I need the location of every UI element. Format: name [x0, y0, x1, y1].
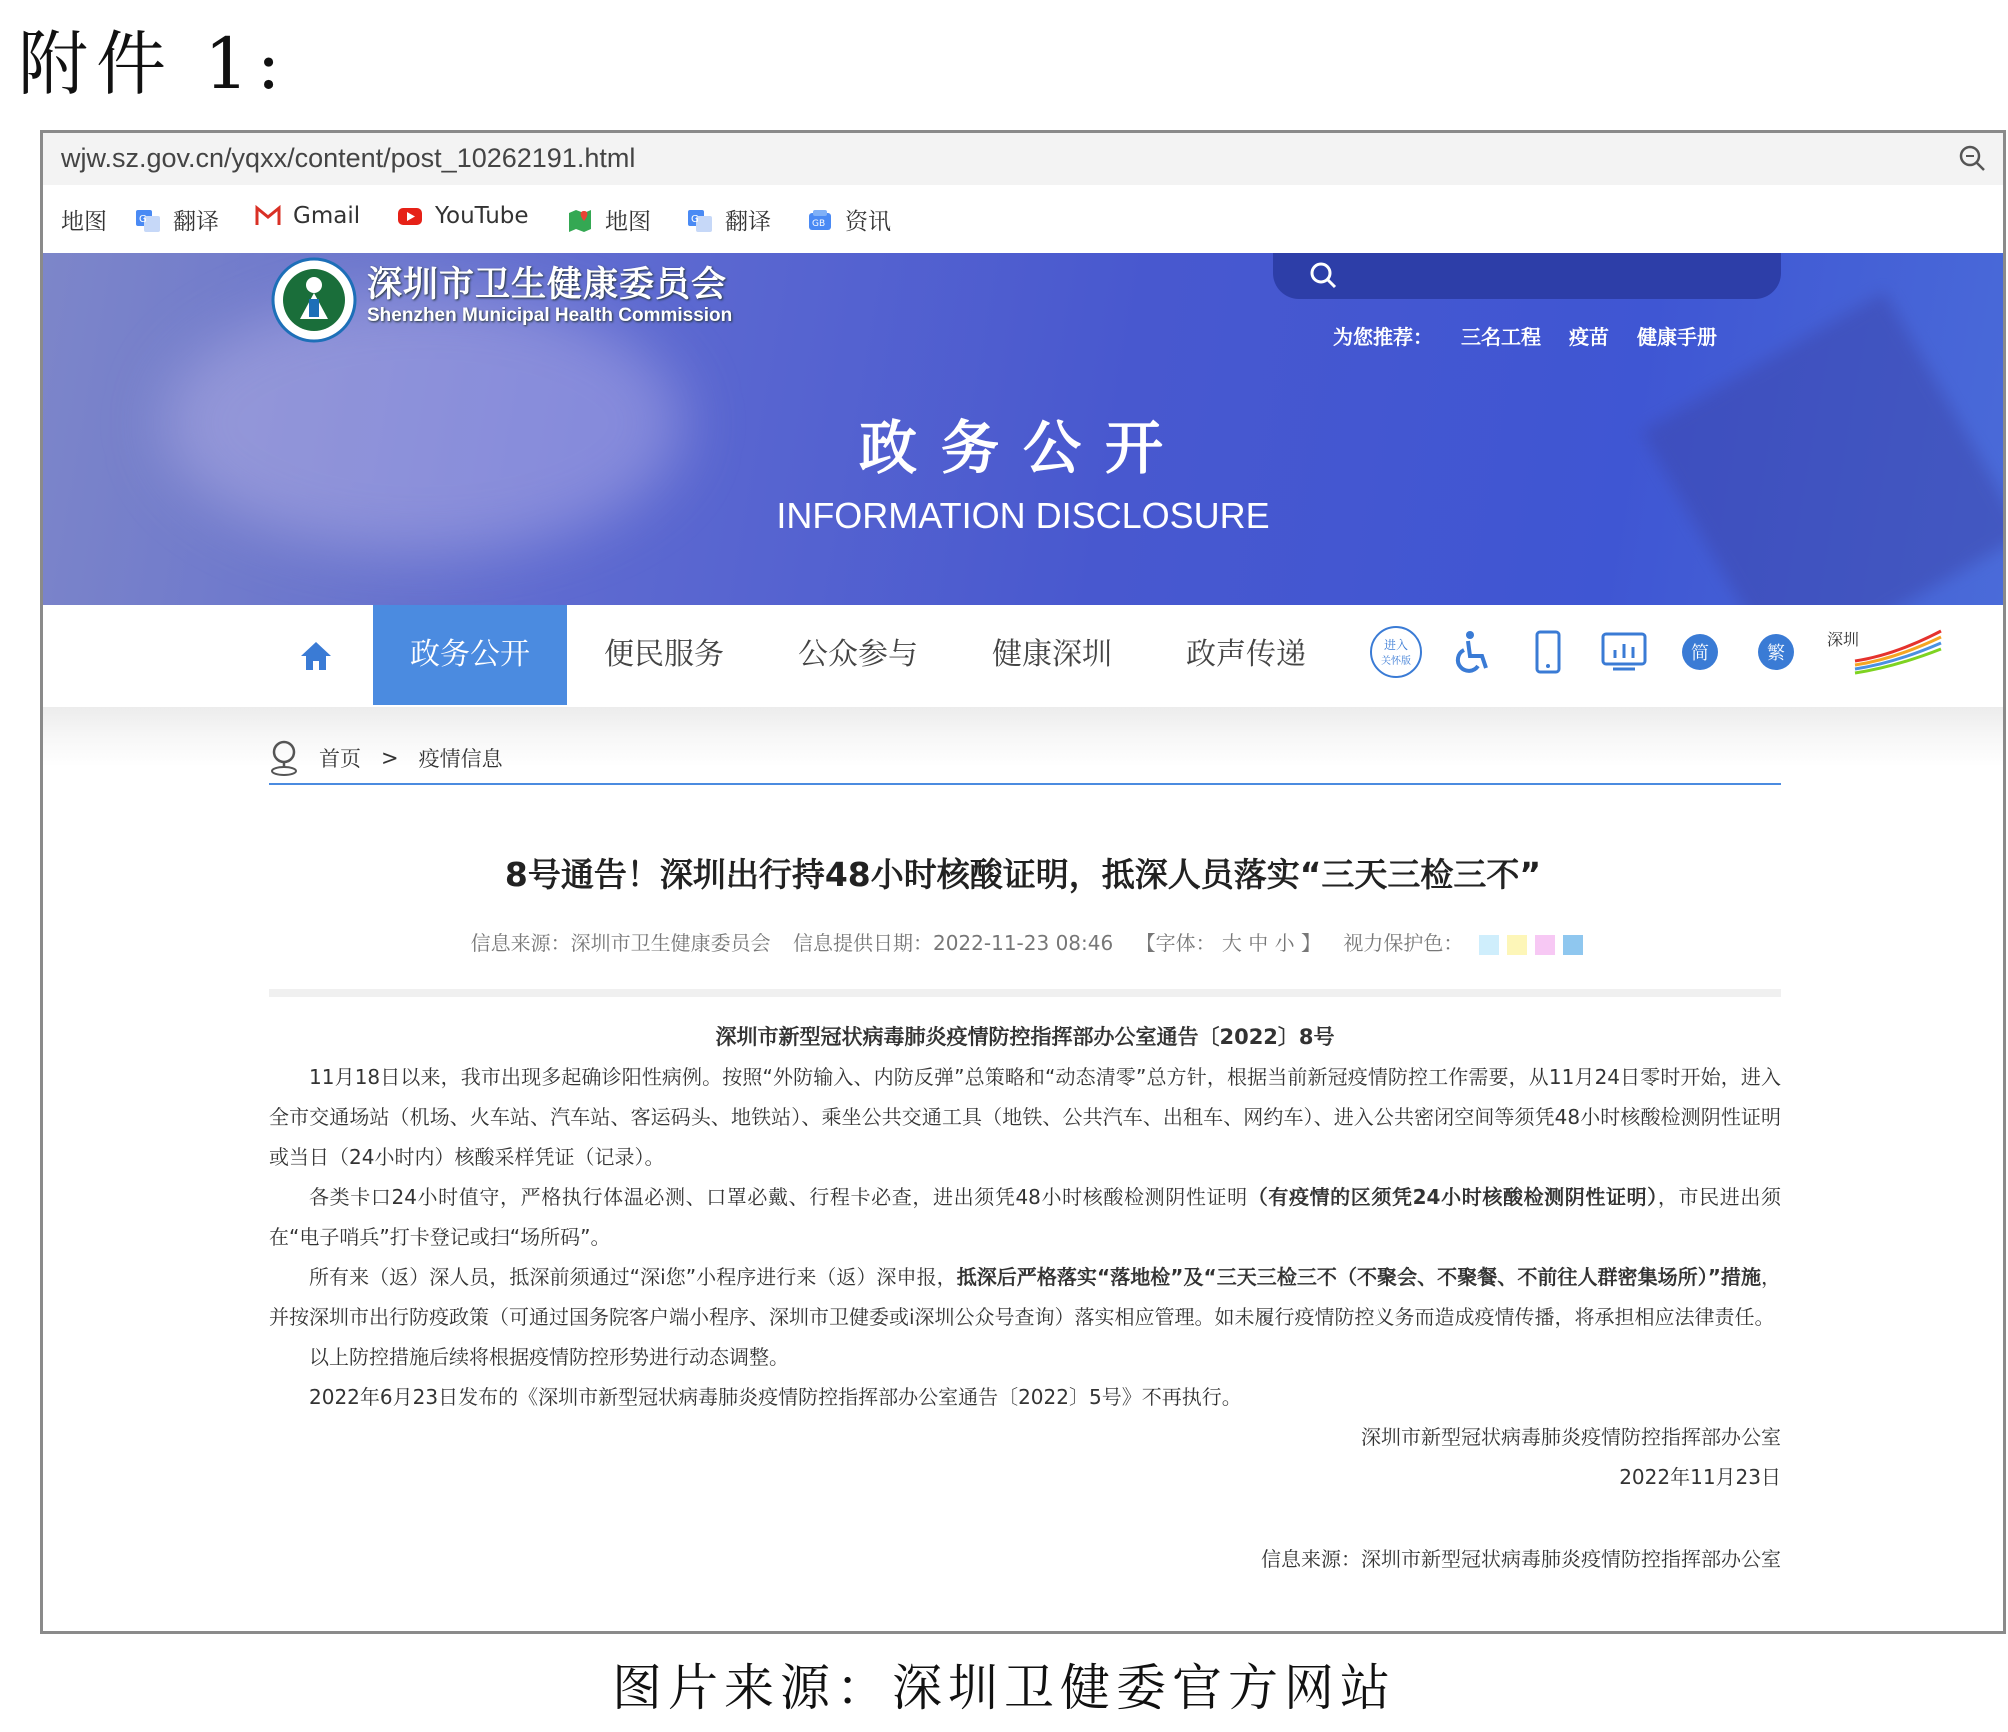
- simplified-icon: [1680, 632, 1720, 672]
- monitor-chart-icon: [1601, 632, 1647, 672]
- bookmark-label: YouTube: [435, 203, 529, 229]
- recommend-bar: [1333, 321, 1717, 350]
- simplified-button[interactable]: [1673, 625, 1727, 679]
- nav-item-gongzhong[interactable]: 公众参与: [798, 637, 918, 672]
- url-text[interactable]: wjw.sz.gov.cn/yqxx/content/post_10262191.html: [61, 143, 636, 173]
- breadcrumb-separator: >: [381, 746, 399, 770]
- bookmark-label: 地图: [605, 209, 651, 235]
- paragraph-2: [269, 1177, 1781, 1257]
- paragraph-2-text: ，市民进出须在“电子哨兵”打卡登记或扫“场所码”。: [269, 1185, 1781, 1249]
- care-mode-button[interactable]: [1369, 625, 1423, 679]
- paragraph-1: 11月18日以来，我市出现多起确诊阳性病例。按照“外防输入、内防反弹”总策略和“动态清零”总方针，根据当前新冠疫情防控工作需要，从11月24日零时开始，进入全市交通场站（机场、火车站、汽车站、客运码头、地铁站）、乘坐公共交通工具（地铁、公共汽车、出租车、网约车）、进入公共密闭空间等须凭48小时核酸检测阴性证明或当日（24小时内）核酸采样凭证（记录）。: [269, 1065, 1781, 1169]
- svg-text:关怀版: 关怀版: [1381, 656, 1411, 667]
- eye-care-swatch-pink[interactable]: [1535, 935, 1555, 955]
- location-icon: [269, 739, 299, 777]
- bookmark-label: 翻译: [725, 209, 771, 235]
- mobile-button[interactable]: [1521, 625, 1575, 679]
- bookmarks-bar: [43, 185, 2003, 254]
- nav-item-jiankang[interactable]: 健康深圳: [992, 637, 1112, 672]
- eye-care-swatch-yellow[interactable]: [1507, 935, 1527, 955]
- accessibility-button[interactable]: [1445, 625, 1499, 679]
- breadcrumb-current[interactable]: 疫情信息: [418, 747, 503, 771]
- paragraph-3: [269, 1257, 1781, 1337]
- recommend-label: 为您推荐：: [1333, 325, 1433, 349]
- main-nav: [43, 605, 2003, 708]
- data-button[interactable]: [1597, 625, 1651, 679]
- paragraph-4: 以上防控措施后续将根据疫情防控形势进行动态调整。: [309, 1345, 789, 1369]
- article-source: 信息来源：深圳市卫生健康委员会: [470, 931, 771, 955]
- breadcrumb-home[interactable]: 首页: [319, 747, 361, 771]
- search-icon[interactable]: [1307, 259, 1341, 293]
- recommend-link[interactable]: 三名工程: [1461, 325, 1541, 349]
- bookmark-label: 地图: [61, 209, 107, 235]
- svg-text:GB: GB: [812, 218, 826, 229]
- eye-care-swatch-darkblue[interactable]: [1563, 935, 1583, 955]
- title-separator: [269, 989, 1781, 997]
- traditional-button[interactable]: [1749, 625, 1803, 679]
- paragraph-2-bold: （有疫情的区须凭24小时核酸检测阴性证明）: [1247, 1185, 1658, 1209]
- mobile-icon: [1534, 630, 1562, 674]
- eye-care-label: 视力保护色：: [1343, 931, 1464, 955]
- nav-item-zhengwu[interactable]: 政务公开: [373, 605, 567, 705]
- eye-care-swatch-blue[interactable]: [1479, 935, 1499, 955]
- recommend-link[interactable]: 健康手册: [1637, 325, 1717, 349]
- bookmark-label: 资讯: [845, 209, 891, 235]
- signature: 深圳市新型冠状病毒肺炎疫情防控指挥部办公室: [1361, 1425, 1781, 1449]
- svg-text:进入: 进入: [1383, 638, 1409, 652]
- bookmark-label: 翻译: [173, 209, 219, 235]
- signature-date: 2022年11月23日: [1619, 1465, 1781, 1489]
- home-icon[interactable]: [299, 639, 333, 673]
- recommend-link[interactable]: 疫苗: [1569, 325, 1609, 349]
- footer-source: 信息来源：深圳市新型冠状病毒肺炎疫情防控指挥部办公室: [1261, 1547, 1781, 1571]
- site-name-en: Shenzhen Municipal Health Commission: [367, 305, 733, 326]
- accessibility-tools: [1369, 625, 1943, 679]
- nav-item-zhengsheng[interactable]: 政声传递: [1186, 637, 1306, 672]
- paragraph-3-bold: 抵深后严格落实“落地检”及“三天三检三不（不聚会、不聚餐、不前往人群密集场所）”措施: [956, 1265, 1762, 1289]
- wheelchair-icon: [1452, 630, 1492, 674]
- nav-item-bianmin[interactable]: 便民服务: [604, 637, 724, 672]
- svg-text:G: G: [139, 213, 147, 225]
- bookmark-translate-2[interactable]: [687, 203, 771, 236]
- bookmark-label: Gmail: [293, 203, 361, 229]
- image-caption: 图片来源：深圳卫健委官方网站: [612, 1659, 1396, 1717]
- bookmark-maps-2[interactable]: [567, 203, 651, 236]
- article-meta: [43, 927, 2003, 956]
- news-icon: [807, 207, 833, 233]
- gmail-icon: [255, 203, 281, 229]
- translate-icon: [687, 207, 713, 233]
- paragraph-5: 2022年6月23日发布的《深圳市新型冠状病毒肺炎疫情防控指挥部办公室通告〔2022〕5号》不再执行。: [309, 1385, 1242, 1409]
- article-body: [269, 1017, 1781, 1579]
- shenzhen-logo-icon[interactable]: [1825, 625, 1943, 679]
- youtube-icon: [397, 203, 423, 229]
- svg-text:G: G: [691, 213, 699, 225]
- notice-title: 深圳市新型冠状病毒肺炎疫情防控指挥部办公室通告〔2022〕8号: [715, 1025, 1335, 1049]
- breadcrumb-divider: [269, 783, 1781, 785]
- svg-text:深圳: 深圳: [1827, 630, 1860, 649]
- bookmark-news[interactable]: [807, 203, 891, 236]
- browser-screenshot: [40, 130, 2006, 1634]
- bookmark-translate-1[interactable]: [135, 203, 219, 236]
- article-date: 信息提供日期：2022-11-23 08:46: [792, 931, 1114, 955]
- translate-icon: [135, 207, 161, 233]
- hero-subtitle: INFORMATION DISCLOSURE: [776, 495, 1270, 536]
- svg-text:繁: 繁: [1767, 643, 1785, 664]
- maps-icon: [567, 207, 593, 233]
- care-mode-icon: [1369, 625, 1423, 679]
- paragraph-3-text: ，并按深圳市出行防疫政策（可通过国务院客户端小程序、深圳市卫健委或i深圳公众号查询）落实相应管理。如未履行疫情防控义务而造成疫情传播，将承担相应法律责任。: [269, 1265, 1782, 1329]
- address-bar[interactable]: [43, 133, 2003, 186]
- health-commission-logo-icon[interactable]: [271, 257, 357, 343]
- traditional-icon: [1756, 632, 1796, 672]
- hero-banner: [43, 253, 2003, 605]
- search-box[interactable]: [1273, 253, 1781, 299]
- hero-title: 政务公开: [858, 414, 1187, 482]
- paragraph-2-text: 各类卡口24小时值守，严格执行体温必测、口罩必戴、行程卡必查，进出须凭48小时核酸检测阴性证明: [309, 1185, 1248, 1209]
- font-size-switch[interactable]: 【字体： 大 中 小 】: [1135, 931, 1322, 955]
- attachment-label: 附件 1:: [18, 23, 289, 105]
- article-title: 8号通告！深圳出行持48小时核酸证明，抵深人员落实“三天三检三不”: [504, 855, 1542, 894]
- svg-text:简: 简: [1691, 643, 1709, 664]
- paragraph-3-text: 所有来（返）深人员，抵深前须通过“深i您”小程序进行来（返）深申报，: [309, 1265, 957, 1289]
- site-name-cn[interactable]: 深圳市卫生健康委员会: [367, 265, 728, 305]
- bookmark-youtube[interactable]: [397, 203, 529, 229]
- breadcrumb: [269, 739, 503, 777]
- bookmark-gmail[interactable]: [255, 203, 360, 229]
- zoom-icon[interactable]: [1957, 143, 1987, 173]
- bookmark-maps-1[interactable]: [61, 203, 107, 236]
